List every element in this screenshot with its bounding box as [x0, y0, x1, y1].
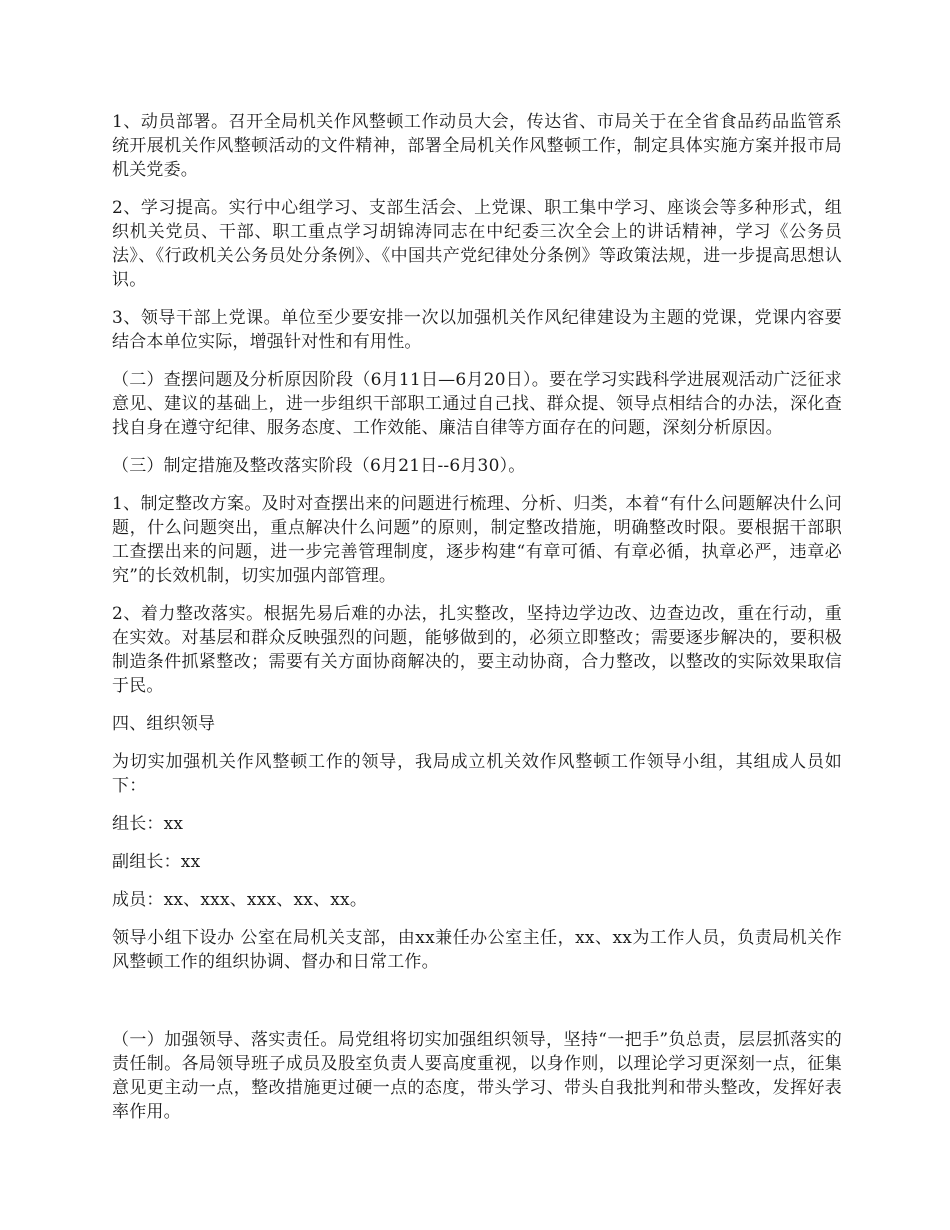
paragraph-party-lecture: 3、领导干部上党课。单位至少要安排一次以加强机关作风纪律建设为主题的党课，党课内容要结合本单位实际，增强针对性和有用性。 [112, 308, 842, 352]
paragraph-office: 领导小组下设办 公室在局机关支部，由xx兼任办公室主任，xx、xx为工作人员，负责局机关作风整顿工作的组织协调、督办和日常工作。 [112, 928, 842, 972]
section-heading-organization: 四、组织领导 [112, 714, 216, 734]
section-gap [112, 988, 842, 1028]
paragraph-stage-two: （二）查摆问题及分析原因阶段（6月11日—6月20日）。要在学习实践科学进展观活动广泛征求意见、建议的基础上，进一步组织干部职工通过自己找、群众提、领导点相结合的办法，深化查找自身在遵守纪律、服务态度、工作效能、廉洁自律等方面存在的问题，深刻分析原因。 [112, 370, 842, 438]
paragraph-rectification-implementation: 2、着力整改落实。根据先易后难的办法，扎实整改，坚持边学边改、边查边改，重在行动，重在实效。对基层和群众反映强烈的问题，能够做到的，必须立即整改；需要逐步解决的，要积极制造条件抓紧整改；需要有关方面协商解决的，要主动协商，合力整改，以整改的实际效果取信于民。 [112, 604, 842, 696]
paragraph-leading-group: 为切实加强机关作风整顿工作的领导，我局成立机关效作风整顿工作领导小组，其组成人员如下： [112, 752, 842, 796]
paragraph-study: 2、学习提高。实行中心组学习、支部生活会、上党课、职工集中学习、座谈会等多种形式，组织机关党员、干部、职工重点学习胡锦涛同志在中纪委三次全会上的讲话精神，学习《公务员法》、《行政机关公务员处分条例》、《中国共产党纪律处分条例》等政策法规，进一步提高思想认识。 [112, 198, 842, 290]
paragraph-deputy-leader: 副组长：xx [112, 852, 201, 872]
paragraph-stage-three: （三）制定措施及整改落实阶段（6月21日--6月30）。 [112, 456, 526, 476]
paragraph-rectification-plan: 1、制定整改方案。及时对查摆出来的问题进行梳理、分析、归类，本着“有什么问题解决什么问题，什么问题突出，重点解决什么问题”的原则，制定整改措施，明确整改时限。要根据干部职工查摆出来的问题，进一步完善管理制度，逐步构建“有章可循、有章必循，执章必严，违章必究”的长效机制，切实加强内部管理。 [112, 494, 842, 586]
document-body [112, 110, 842, 1138]
paragraph-group-leader: 组长：xx [112, 814, 184, 834]
paragraph-strengthen-leadership: （一）加强领导、落实责任。局党组将切实加强组织领导，坚持“一把手”负总责，层层抓落实的责任制。各局领导班子成员及股室负责人要高度重视，以身作则，以理论学习更深刻一点，征集意见更主动一点，整改措施更过硬一点的态度，带头学习、带头自我批判和带头整改，发挥好表率作用。 [112, 1030, 842, 1122]
paragraph-mobilization: 1、动员部署。召开全局机关作风整顿工作动员大会，传达省、市局关于在全省食品药品监管系统开展机关作风整顿活动的文件精神，部署全局机关作风整顿工作，制定具体实施方案并报市局机关党委。 [112, 112, 842, 180]
paragraph-members: 成员：xx、xxx、xxx、xx、xx。 [112, 890, 368, 910]
